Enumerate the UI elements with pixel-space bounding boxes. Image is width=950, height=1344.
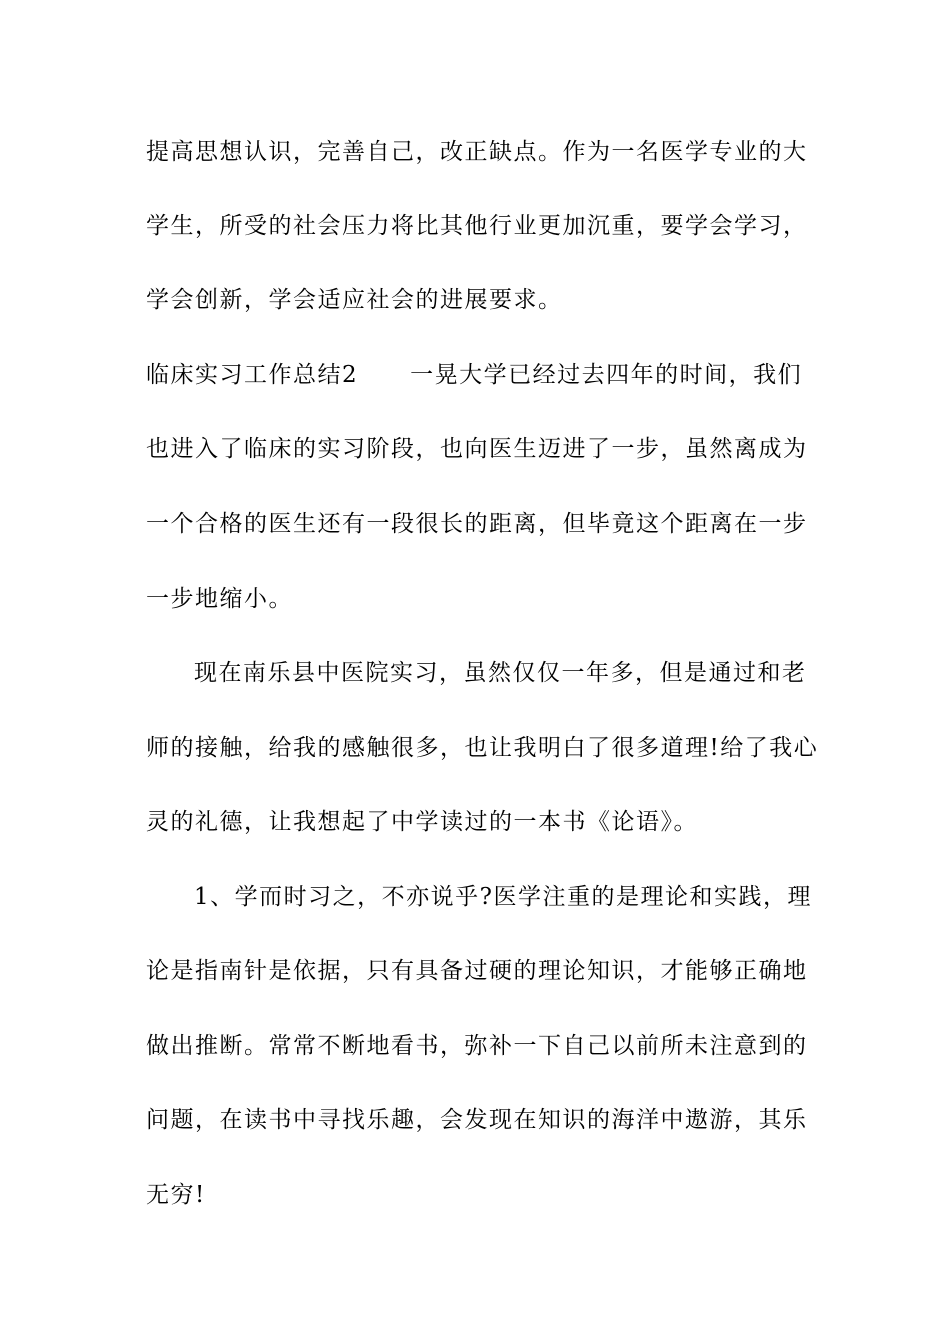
section-heading: 临床实习工作总结2 (146, 362, 359, 388)
text-line: 学会创新，学会适应社会的进展要求。 (146, 287, 563, 313)
text-line: 一个合格的医生还有一段很长的距离，但毕竟这个距离在一步 (146, 511, 808, 537)
text-line: 问题，在读书中寻找乐趣，会发现在知识的海洋中遨游，其乐 (146, 1107, 808, 1133)
paragraph-first-line: 1、学而时习之，不亦说乎?医学注重的是理论和实践，理 (194, 884, 812, 910)
text-line: 一晃大学已经过去四年的时间，我们 (410, 362, 803, 388)
text-line: 提高思想认识，完善自己，改正缺点。作为一名医学专业的大 (146, 139, 808, 165)
text-line: 无穷! (146, 1182, 206, 1208)
paragraph-first-line: 现在南乐县中医院实习，虽然仅仅一年多，但是通过和老 (194, 660, 807, 686)
text-line: 一步地缩小。 (146, 586, 293, 612)
section-heading-line (146, 360, 816, 390)
text-line: 灵的礼德，让我想起了中学读过的一本书《论语》。 (146, 809, 698, 835)
text-line: 也进入了临床的实习阶段，也向医生迈进了一步，虽然离成为 (146, 436, 808, 462)
text-line: 学生，所受的社会压力将比其他行业更加沉重，要学会学习， (146, 213, 808, 239)
text-line: 师的接触，给我的感触很多，也让我明白了很多道理!给了我心 (146, 735, 819, 761)
text-line: 做出推断。常常不断地看书，弥补一下自己以前所未注意到的 (146, 1033, 808, 1059)
text-line: 论是指南针是依据，只有具备过硬的理论知识，才能够正确地 (146, 958, 808, 984)
